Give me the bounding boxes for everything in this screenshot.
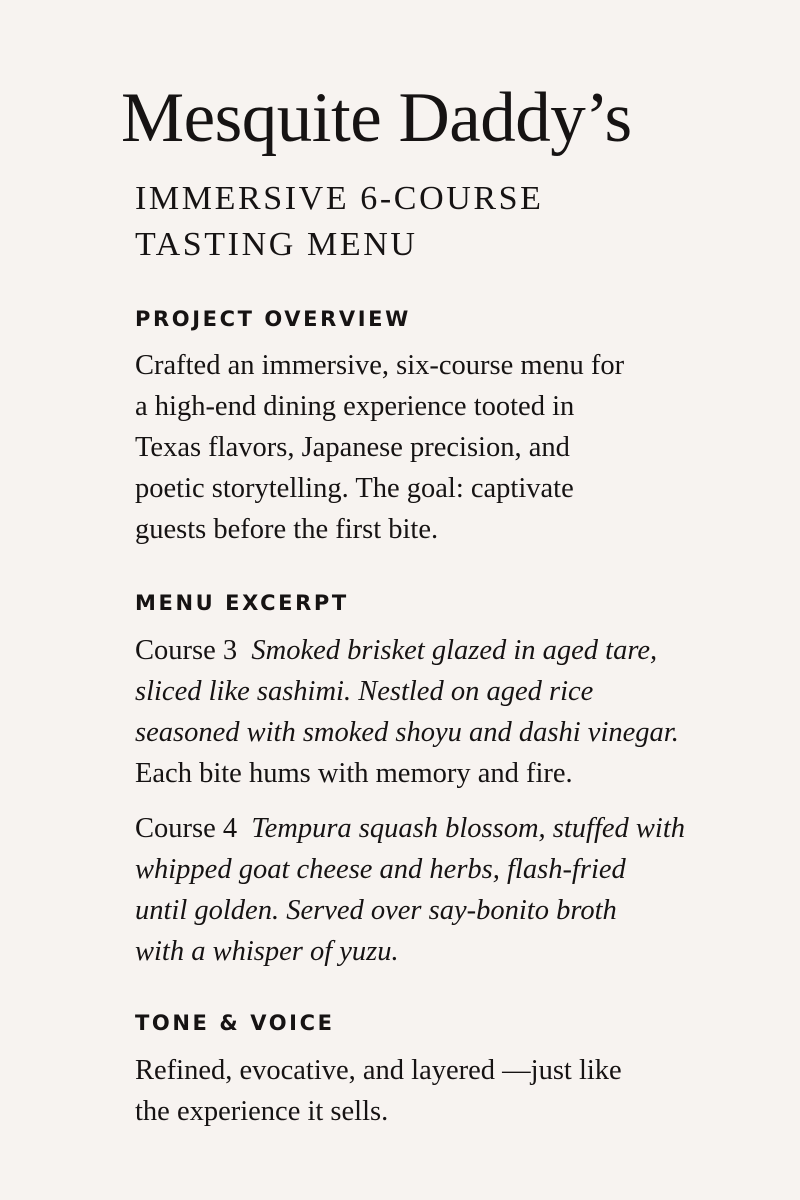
course-4-line: until golden. Served over say-bonito broth	[135, 895, 617, 926]
overview-line: Texas flavors, Japanese precision, and	[135, 432, 570, 463]
tone-voice-text	[135, 1050, 725, 1132]
course-4-description	[135, 808, 725, 972]
page-title: Mesquite Daddy’s	[121, 79, 632, 157]
page-subtitle	[135, 176, 544, 268]
section-heading-menu-excerpt: MENU EXCERPT	[135, 591, 349, 615]
section-heading-project-overview: PROJECT OVERVIEW	[135, 307, 411, 331]
course-3-line: Each bite hums with memory and fire.	[135, 758, 573, 789]
course-3-line: sliced like sashimi. Nestled on aged rice	[135, 676, 594, 707]
course-3-line: Smoked brisket glazed in aged tare,	[251, 635, 658, 666]
overview-line: poetic storytelling. The goal: captivate	[135, 473, 574, 504]
tone-line: Refined, evocative, and layered —just like	[135, 1055, 622, 1086]
course-4-line: Tempura squash blossom, stuffed with	[251, 813, 686, 844]
tone-line: the experience it sells.	[135, 1096, 389, 1127]
course-4-line: whipped goat cheese and herbs, flash-fried	[135, 854, 626, 885]
course-3-description	[135, 630, 725, 794]
subtitle-line: TASTING MENU	[135, 226, 418, 263]
section-heading-tone-voice: TONE & VOICE	[135, 1011, 335, 1035]
project-overview-text	[135, 345, 725, 550]
course-4-label: Course 4	[135, 813, 238, 844]
course-4-line: with a whisper of yuzu.	[135, 936, 399, 967]
overview-line: a high-end dining experience tooted in	[135, 391, 575, 422]
subtitle-line: IMMERSIVE 6-COURSE	[135, 180, 544, 217]
course-3-line: seasoned with smoked shoyu and dashi vinegar.	[135, 717, 679, 748]
overview-line: Crafted an immersive, six-course menu for	[135, 350, 625, 381]
overview-line: guests before the first bite.	[135, 514, 439, 545]
course-3-label: Course 3	[135, 635, 238, 666]
